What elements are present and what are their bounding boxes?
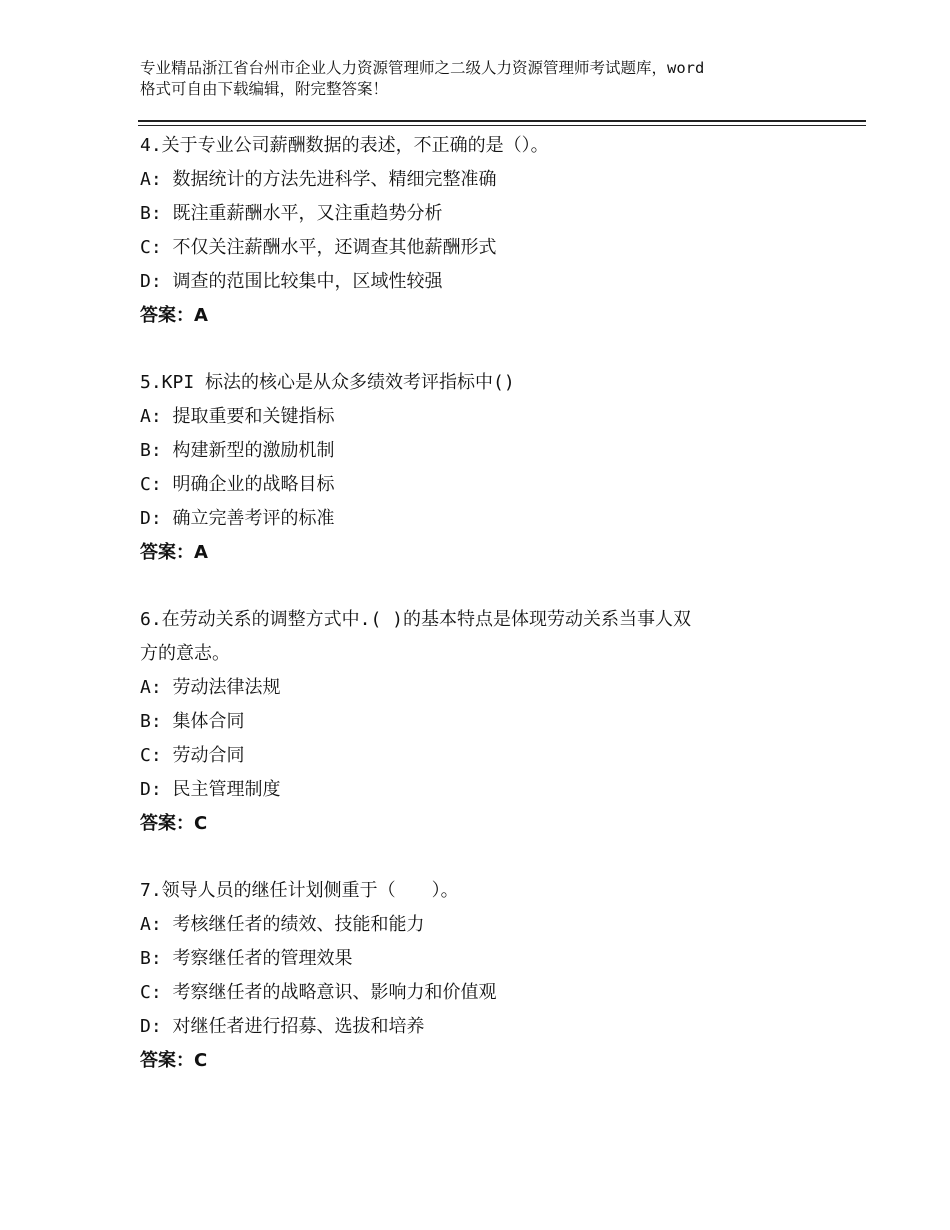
question-4 (140, 129, 840, 333)
option-d: D: 民主管理制度 (140, 779, 281, 800)
question-6 (140, 603, 840, 841)
option-b: B: 考察继任者的管理效果 (140, 948, 353, 969)
question-5 (140, 366, 840, 570)
option-d: D: 确立完善考评的标准 (140, 508, 335, 529)
answer: 答案：C (140, 1050, 208, 1071)
option-c: C: 劳动合同 (140, 745, 245, 766)
option-c: C: 考察继任者的战略意识、影响力和价值观 (140, 982, 497, 1003)
option-b: B: 集体合同 (140, 711, 245, 732)
option-d: D: 调查的范围比较集中，区域性较强 (140, 271, 443, 292)
header-line-1: 专业精品浙江省台州市企业人力资源管理师之二级人力资源管理师考试题库，word (140, 59, 705, 77)
header-divider-thick (138, 120, 866, 122)
document-header (140, 58, 830, 100)
option-a: A: 劳动法律法规 (140, 677, 281, 698)
header-divider-thin (138, 125, 866, 126)
option-a: A: 考核继任者的绩效、技能和能力 (140, 914, 425, 935)
answer: 答案：A (140, 305, 208, 326)
option-b: B: 既注重薪酬水平，又注重趋势分析 (140, 203, 443, 224)
option-b: B: 构建新型的激励机制 (140, 440, 335, 461)
option-c: C: 不仅关注薪酬水平，还调查其他薪酬形式 (140, 237, 497, 258)
option-a: A: 数据统计的方法先进科学、精细完整准确 (140, 169, 497, 190)
question-list (140, 129, 840, 1111)
question-stem: 5.KPI 标法的核心是从众多绩效考评指标中() (140, 372, 515, 393)
question-stem-line-2: 方的意志。 (140, 643, 230, 664)
answer: 答案：A (140, 542, 208, 563)
answer: 答案：C (140, 813, 208, 834)
option-a: A: 提取重要和关键指标 (140, 406, 335, 427)
question-stem: 7.领导人员的继任计划侧重于（ ）。 (140, 880, 459, 901)
question-stem-line-1: 6.在劳动关系的调整方式中.( )的基本特点是体现劳动关系当事人双 (140, 609, 692, 630)
header-line-2: 格式可自由下载编辑，附完整答案！ (140, 80, 389, 98)
option-c: C: 明确企业的战略目标 (140, 474, 335, 495)
question-stem: 4.关于专业公司薪酬数据的表述，不正确的是（）。 (140, 135, 549, 156)
option-d: D: 对继任者进行招募、选拔和培养 (140, 1016, 425, 1037)
question-7 (140, 874, 840, 1078)
